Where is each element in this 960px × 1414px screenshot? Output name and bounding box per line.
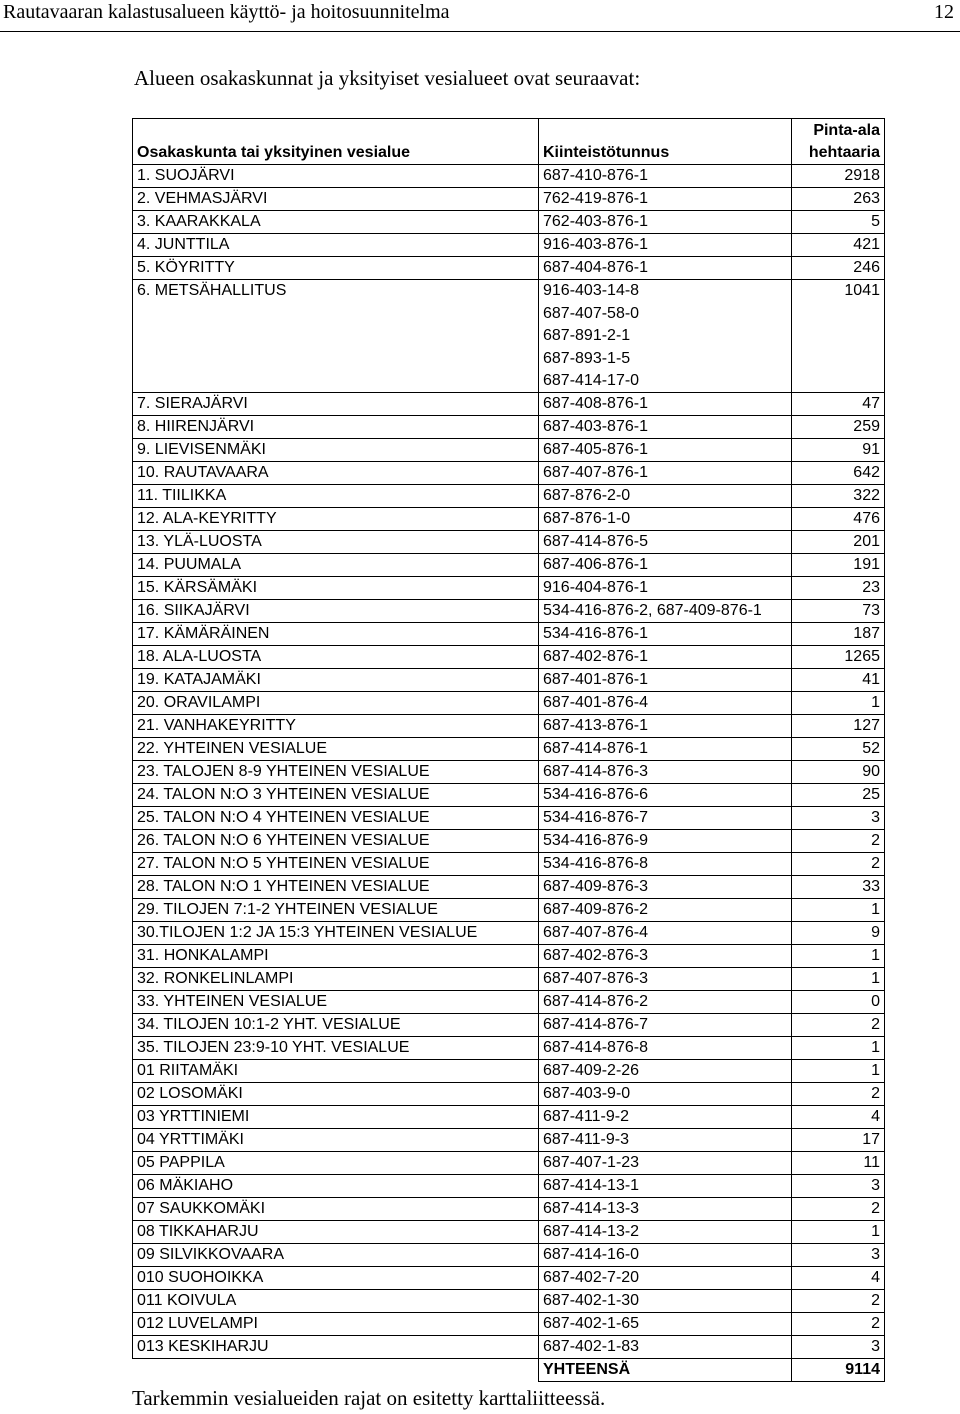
table-row bbox=[133, 1128, 885, 1151]
table-row bbox=[133, 737, 885, 760]
table-row bbox=[133, 392, 885, 415]
row-area: 1 bbox=[792, 1059, 885, 1082]
row-name: 02 LOSOMÄKI bbox=[133, 1082, 539, 1105]
table-row bbox=[133, 806, 885, 829]
table-row bbox=[133, 461, 885, 484]
row-property-id: 687-407-876-4 bbox=[539, 921, 792, 944]
table-row bbox=[133, 484, 885, 507]
page-number: 12 bbox=[934, 1, 954, 23]
row-area bbox=[792, 370, 885, 393]
row-name: 28. TALON N:O 1 YHTEINEN VESIALUE bbox=[133, 875, 539, 898]
row-area: 322 bbox=[792, 484, 885, 507]
row-name: 10. RAUTAVAARA bbox=[133, 461, 539, 484]
table-row bbox=[133, 347, 885, 370]
row-area: 3 bbox=[792, 1335, 885, 1358]
row-property-id: 687-402-876-1 bbox=[539, 645, 792, 668]
table-row bbox=[133, 714, 885, 737]
row-property-id: 687-402-1-65 bbox=[539, 1312, 792, 1335]
table-row bbox=[133, 645, 885, 668]
row-area: 421 bbox=[792, 234, 885, 257]
table-row bbox=[133, 257, 885, 280]
row-name: 25. TALON N:O 4 YHTEINEN VESIALUE bbox=[133, 806, 539, 829]
row-area bbox=[792, 302, 885, 325]
row-area: 91 bbox=[792, 438, 885, 461]
row-name: 26. TALON N:O 6 YHTEINEN VESIALUE bbox=[133, 829, 539, 852]
row-property-id: 687-408-876-1 bbox=[539, 392, 792, 415]
row-area: 1 bbox=[792, 967, 885, 990]
table-row bbox=[133, 325, 885, 348]
footer-note: Tarkemmin vesialueiden rajat on esitetty karttaliitteessä. bbox=[132, 1386, 606, 1410]
row-area: 1 bbox=[792, 944, 885, 967]
column-header-area bbox=[792, 119, 885, 165]
row-property-id: 687-411-9-2 bbox=[539, 1105, 792, 1128]
row-name: 27. TALON N:O 5 YHTEINEN VESIALUE bbox=[133, 852, 539, 875]
row-property-id: 762-403-876-1 bbox=[539, 211, 792, 234]
row-area: 3 bbox=[792, 1174, 885, 1197]
row-area: 642 bbox=[792, 461, 885, 484]
row-name: 06 MÄKIAHO bbox=[133, 1174, 539, 1197]
row-property-id: 687-406-876-1 bbox=[539, 553, 792, 576]
column-header-area-line1: Pinta-ala bbox=[813, 122, 880, 139]
table-row bbox=[133, 1289, 885, 1312]
table-row bbox=[133, 165, 885, 188]
row-property-id: 687-405-876-1 bbox=[539, 438, 792, 461]
row-area: 90 bbox=[792, 760, 885, 783]
row-area: 11 bbox=[792, 1151, 885, 1174]
row-area: 127 bbox=[792, 714, 885, 737]
table-row bbox=[133, 530, 885, 553]
row-property-id: 687-414-16-0 bbox=[539, 1243, 792, 1266]
row-name bbox=[133, 325, 539, 348]
row-area: 41 bbox=[792, 668, 885, 691]
table-row bbox=[133, 668, 885, 691]
total-row bbox=[133, 1358, 885, 1381]
row-area: 2 bbox=[792, 1312, 885, 1335]
table-row bbox=[133, 1266, 885, 1289]
row-area: 4 bbox=[792, 1266, 885, 1289]
row-area: 25 bbox=[792, 783, 885, 806]
row-area bbox=[792, 325, 885, 348]
document-title: Rautavaaran kalastusalueen käyttö- ja hoitosuunnitelma bbox=[3, 1, 450, 23]
table-row bbox=[133, 944, 885, 967]
row-name: 8. HIIRENJÄRVI bbox=[133, 415, 539, 438]
table-row bbox=[133, 760, 885, 783]
row-property-id: 534-416-876-8 bbox=[539, 852, 792, 875]
row-property-id: 687-409-876-3 bbox=[539, 875, 792, 898]
table-row bbox=[133, 234, 885, 257]
table-row bbox=[133, 875, 885, 898]
row-area: 3 bbox=[792, 1243, 885, 1266]
row-property-id: 687-414-13-2 bbox=[539, 1220, 792, 1243]
table-row bbox=[133, 507, 885, 530]
table-row bbox=[133, 829, 885, 852]
row-name: 22. YHTEINEN VESIALUE bbox=[133, 737, 539, 760]
row-property-id: 534-416-876-9 bbox=[539, 829, 792, 852]
row-property-id: 687-414-876-8 bbox=[539, 1036, 792, 1059]
row-area: 1041 bbox=[792, 280, 885, 303]
row-property-id: 687-414-17-0 bbox=[539, 370, 792, 393]
table-row bbox=[133, 1335, 885, 1358]
table-row bbox=[133, 576, 885, 599]
row-name: 34. TILOJEN 10:1-2 YHT. VESIALUE bbox=[133, 1013, 539, 1036]
row-property-id: 687-893-1-5 bbox=[539, 347, 792, 370]
table-row bbox=[133, 921, 885, 944]
row-area: 1265 bbox=[792, 645, 885, 668]
row-name: 29. TILOJEN 7:1-2 YHTEINEN VESIALUE bbox=[133, 898, 539, 921]
row-property-id: 687-402-1-30 bbox=[539, 1289, 792, 1312]
row-area: 259 bbox=[792, 415, 885, 438]
row-area: 33 bbox=[792, 875, 885, 898]
table-row bbox=[133, 967, 885, 990]
row-area: 23 bbox=[792, 576, 885, 599]
row-property-id: 687-409-876-2 bbox=[539, 898, 792, 921]
table-row bbox=[133, 1220, 885, 1243]
table-header-row bbox=[133, 119, 885, 165]
row-area: 3 bbox=[792, 806, 885, 829]
row-property-id: 687-403-876-1 bbox=[539, 415, 792, 438]
row-property-id: 687-407-876-1 bbox=[539, 461, 792, 484]
table-row bbox=[133, 1312, 885, 1335]
row-name: 11. TIILIKKA bbox=[133, 484, 539, 507]
row-area: 2 bbox=[792, 1082, 885, 1105]
row-property-id: 687-407-1-23 bbox=[539, 1151, 792, 1174]
table-row bbox=[133, 1243, 885, 1266]
row-property-id: 687-413-876-1 bbox=[539, 714, 792, 737]
row-area: 201 bbox=[792, 530, 885, 553]
table-row bbox=[133, 783, 885, 806]
row-area: 263 bbox=[792, 188, 885, 211]
row-property-id: 916-403-14-8 bbox=[539, 280, 792, 303]
table-row bbox=[133, 280, 885, 303]
row-name: 30.TILOJEN 1:2 JA 15:3 YHTEINEN VESIALUE bbox=[133, 921, 539, 944]
table-row bbox=[133, 553, 885, 576]
row-name: 35. TILOJEN 23:9-10 YHT. VESIALUE bbox=[133, 1036, 539, 1059]
table-row bbox=[133, 188, 885, 211]
row-area: 246 bbox=[792, 257, 885, 280]
row-name: 16. SIIKAJÄRVI bbox=[133, 599, 539, 622]
row-name: 33. YHTEINEN VESIALUE bbox=[133, 990, 539, 1013]
row-property-id: 687-414-13-3 bbox=[539, 1197, 792, 1220]
table-row bbox=[133, 622, 885, 645]
row-area: 9 bbox=[792, 921, 885, 944]
row-property-id: 916-404-876-1 bbox=[539, 576, 792, 599]
table-row bbox=[133, 415, 885, 438]
table-body bbox=[133, 165, 885, 1359]
row-property-id: 762-419-876-1 bbox=[539, 188, 792, 211]
column-header-name: Osakaskunta tai yksityinen vesialue bbox=[133, 119, 539, 165]
row-area: 191 bbox=[792, 553, 885, 576]
row-name: 010 SUOHOIKKA bbox=[133, 1266, 539, 1289]
table-row bbox=[133, 1174, 885, 1197]
row-property-id: 534-416-876-2, 687-409-876-1 bbox=[539, 599, 792, 622]
row-area: 2918 bbox=[792, 165, 885, 188]
table-row bbox=[133, 898, 885, 921]
table-row bbox=[133, 691, 885, 714]
row-name: 4. JUNTTILA bbox=[133, 234, 539, 257]
row-property-id: 687-409-2-26 bbox=[539, 1059, 792, 1082]
row-property-id: 534-416-876-7 bbox=[539, 806, 792, 829]
row-name: 32. RONKELINLAMPI bbox=[133, 967, 539, 990]
row-name: 01 RIITAMÄKI bbox=[133, 1059, 539, 1082]
total-label: YHTEENSÄ bbox=[539, 1358, 792, 1381]
row-area: 5 bbox=[792, 211, 885, 234]
row-property-id: 687-876-1-0 bbox=[539, 507, 792, 530]
row-property-id: 687-407-876-3 bbox=[539, 967, 792, 990]
row-area: 52 bbox=[792, 737, 885, 760]
table-row bbox=[133, 438, 885, 461]
row-name: 15. KÄRSÄMÄKI bbox=[133, 576, 539, 599]
row-area: 2 bbox=[792, 1013, 885, 1036]
row-name: 13. YLÄ-LUOSTA bbox=[133, 530, 539, 553]
total-value: 9114 bbox=[792, 1358, 885, 1381]
row-property-id: 687-876-2-0 bbox=[539, 484, 792, 507]
table-row bbox=[133, 1059, 885, 1082]
row-property-id: 687-414-13-1 bbox=[539, 1174, 792, 1197]
row-name bbox=[133, 347, 539, 370]
row-name: 18. ALA-LUOSTA bbox=[133, 645, 539, 668]
row-name: 23. TALOJEN 8-9 YHTEINEN VESIALUE bbox=[133, 760, 539, 783]
row-name: 12. ALA-KEYRITTY bbox=[133, 507, 539, 530]
column-header-area-line2: hehtaaria bbox=[808, 144, 880, 161]
table-row bbox=[133, 1197, 885, 1220]
row-property-id: 687-411-9-3 bbox=[539, 1128, 792, 1151]
row-name: 19. KATAJAMÄKI bbox=[133, 668, 539, 691]
row-area: 2 bbox=[792, 1197, 885, 1220]
row-name: 05 PAPPILA bbox=[133, 1151, 539, 1174]
table-row bbox=[133, 852, 885, 875]
row-name: 1. SUOJÄRVI bbox=[133, 165, 539, 188]
row-property-id: 687-404-876-1 bbox=[539, 257, 792, 280]
row-area: 2 bbox=[792, 852, 885, 875]
water-areas-table bbox=[132, 118, 885, 1382]
row-name: 2. VEHMASJÄRVI bbox=[133, 188, 539, 211]
table-row bbox=[133, 1013, 885, 1036]
row-area: 4 bbox=[792, 1105, 885, 1128]
row-name: 7. SIERAJÄRVI bbox=[133, 392, 539, 415]
table-row bbox=[133, 990, 885, 1013]
row-area: 17 bbox=[792, 1128, 885, 1151]
row-property-id: 534-416-876-1 bbox=[539, 622, 792, 645]
column-header-property: Kiinteistötunnus bbox=[539, 119, 792, 165]
page-header bbox=[0, 0, 960, 32]
row-property-id: 534-416-876-6 bbox=[539, 783, 792, 806]
row-area: 2 bbox=[792, 1289, 885, 1312]
table-row bbox=[133, 599, 885, 622]
row-area: 1 bbox=[792, 1036, 885, 1059]
row-name: 14. PUUMALA bbox=[133, 553, 539, 576]
row-name: 5. KÖYRITTY bbox=[133, 257, 539, 280]
row-name: 9. LIEVISENMÄKI bbox=[133, 438, 539, 461]
row-name: 04 YRTTIMÄKI bbox=[133, 1128, 539, 1151]
table-row bbox=[133, 1151, 885, 1174]
row-area: 0 bbox=[792, 990, 885, 1013]
row-name: 012 LUVELAMPI bbox=[133, 1312, 539, 1335]
row-name: 3. KAARAKKALA bbox=[133, 211, 539, 234]
row-area: 187 bbox=[792, 622, 885, 645]
row-area: 1 bbox=[792, 691, 885, 714]
table-row bbox=[133, 1082, 885, 1105]
row-property-id: 687-402-7-20 bbox=[539, 1266, 792, 1289]
row-name: 24. TALON N:O 3 YHTEINEN VESIALUE bbox=[133, 783, 539, 806]
row-property-id: 916-403-876-1 bbox=[539, 234, 792, 257]
row-area: 2 bbox=[792, 829, 885, 852]
row-property-id: 687-414-876-1 bbox=[539, 737, 792, 760]
row-area: 1 bbox=[792, 898, 885, 921]
row-property-id: 687-402-1-83 bbox=[539, 1335, 792, 1358]
row-area: 1 bbox=[792, 1220, 885, 1243]
row-area: 47 bbox=[792, 392, 885, 415]
row-area: 73 bbox=[792, 599, 885, 622]
row-name: 6. METSÄHALLITUS bbox=[133, 280, 539, 303]
row-area bbox=[792, 347, 885, 370]
row-name: 17. KÄMÄRÄINEN bbox=[133, 622, 539, 645]
row-name: 03 YRTTINIEMI bbox=[133, 1105, 539, 1128]
row-property-id: 687-410-876-1 bbox=[539, 165, 792, 188]
row-name: 08 TIKKAHARJU bbox=[133, 1220, 539, 1243]
row-name: 013 KESKIHARJU bbox=[133, 1335, 539, 1358]
row-name bbox=[133, 370, 539, 393]
row-property-id: 687-402-876-3 bbox=[539, 944, 792, 967]
row-name: 21. VANHAKEYRITTY bbox=[133, 714, 539, 737]
row-name: 07 SAUKKOMÄKI bbox=[133, 1197, 539, 1220]
row-property-id: 687-414-876-3 bbox=[539, 760, 792, 783]
row-name bbox=[133, 302, 539, 325]
row-name: 09 SILVIKKOVAARA bbox=[133, 1243, 539, 1266]
row-property-id: 687-891-2-1 bbox=[539, 325, 792, 348]
table-row bbox=[133, 370, 885, 393]
row-area: 476 bbox=[792, 507, 885, 530]
total-spacer bbox=[133, 1358, 539, 1381]
table-row bbox=[133, 302, 885, 325]
row-name: 011 KOIVULA bbox=[133, 1289, 539, 1312]
row-property-id: 687-401-876-1 bbox=[539, 668, 792, 691]
table-row bbox=[133, 211, 885, 234]
intro-text: Alueen osakaskunnat ja yksityiset vesialueet ovat seuraavat: bbox=[134, 66, 641, 90]
row-property-id: 687-414-876-2 bbox=[539, 990, 792, 1013]
row-property-id: 687-414-876-7 bbox=[539, 1013, 792, 1036]
row-name: 20. ORAVILAMPI bbox=[133, 691, 539, 714]
row-property-id: 687-403-9-0 bbox=[539, 1082, 792, 1105]
table-row bbox=[133, 1036, 885, 1059]
row-property-id: 687-401-876-4 bbox=[539, 691, 792, 714]
row-name: 31. HONKALAMPI bbox=[133, 944, 539, 967]
table-row bbox=[133, 1105, 885, 1128]
row-property-id: 687-414-876-5 bbox=[539, 530, 792, 553]
row-property-id: 687-407-58-0 bbox=[539, 302, 792, 325]
